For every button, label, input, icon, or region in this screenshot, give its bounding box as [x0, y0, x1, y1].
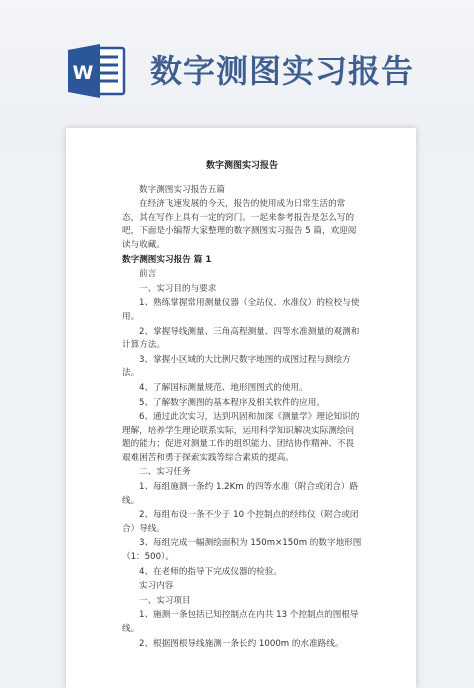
list-item: 1、熟练掌握常用测量仪器（全站仪、水准仪）的检校与使用。 [122, 298, 360, 322]
section-3-subtitle: 一、实习项目 [139, 595, 191, 606]
intro-paragraph: 在经济飞速发展的今天，报告的使用成为日常生活的常态，其在写作上具有一定的窍门。一起来参考报告是怎么写的吧，下面是小编帮大家整理的数字测图实习报告 5 篇，欢迎阅读与收藏。 [122, 199, 357, 250]
document-title: 数字测图实习报告 [205, 161, 278, 171]
section-2-title: 二、实习任务 [139, 467, 191, 478]
list-item: 2、每组布设一条不少于 10 个控制点的经纬仪（附合或闭合）导线。 [122, 510, 359, 534]
list-item: 3、掌握小区域的大比例尺数字地图的成图过程与测绘方法。 [122, 354, 351, 379]
section-3-title: 实习内容 [139, 581, 174, 592]
word-document-icon [66, 42, 128, 100]
preface-label: 前言 [139, 269, 157, 280]
document-page [66, 128, 416, 688]
word-logo-letter: W [72, 62, 94, 84]
list-item: 6、通过此次实习，达到巩固和加深《测量学》理论知识的理解，培养学生理论联系实际，运用科学知识解决实际测绘问题的能力；促进对测量工作的组织能力、团结协作精神、不畏艰难困苦和勇于探索实践等综合素质的提高。 [122, 412, 360, 463]
list-item: 1、每组施测一条约 1.2Km 的四等水准（附合或闭合）路线。 [122, 482, 359, 506]
document-subtitle: 数字测图实习报告五篇 [139, 184, 225, 195]
list-item: 3、每组完成一幅测绘面积为 150m×150m 的数字地形图（1：500）。 [122, 538, 362, 563]
list-item: 2、根据图根导线施测一条长约 1000m 的水准路线。 [139, 638, 344, 649]
section-heading: 数字测图实习报告 篇 1 [122, 254, 212, 265]
list-item: 4、了解国标测量规范、地形图图式的使用。 [139, 382, 308, 393]
section-1-title: 一、实习目的与要求 [139, 283, 217, 294]
list-item: 1、施测一条包括已知控制点在内共 13 个控制点的图根导线。 [122, 610, 359, 634]
document-body [122, 160, 362, 652]
list-item: 2、掌握导线测量、三角高程测量、四等水准测量的观测和计算方法。 [122, 326, 360, 351]
list-item: 5、了解数字测图的基本程序及相关软件的应用。 [139, 397, 325, 408]
list-item: 4、在老师的指导下完成仪器的检验。 [139, 566, 282, 577]
banner-title: 数字测图实习报告 [150, 52, 415, 90]
